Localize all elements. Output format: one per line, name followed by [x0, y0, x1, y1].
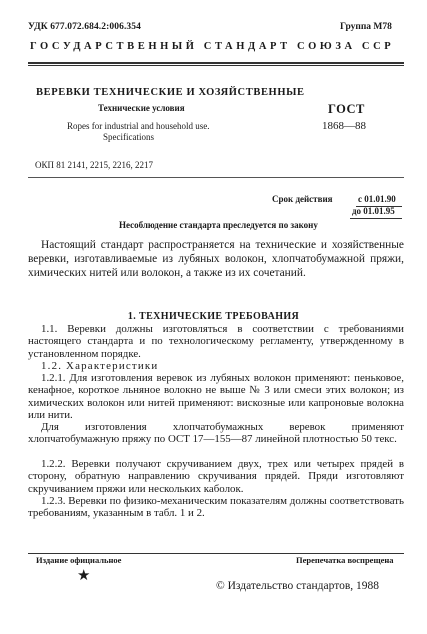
validity-label: Срок действия	[272, 194, 333, 204]
intro-paragraph: Настоящий стандарт распространяется на технические и хозяйственные веревки, изготавливаемые из лубяных волокон, хлопчатобумажной пряжи, химических нитей или волокон, а также из их сочетаний.	[28, 239, 404, 280]
english-title-line1: Ropes for industrial and household use.	[67, 121, 210, 131]
udk-code: УДК 677.072.684.2:006.354	[28, 22, 141, 32]
okp-codes: ОКП 81 2141, 2215, 2216, 2217	[35, 160, 154, 170]
reprint-prohibited-note: Перепечатка воспрещена	[296, 555, 394, 565]
paragraph-1-2-2: 1.2.2. Веревки получают скручиванием двух, трех или четырех прядей в сторону, обратную направлению скручивания прядей. Пряди изготовляют скручиванием пряжи или нескольких каболок.	[28, 458, 404, 495]
copyright-line: © Издательство стандартов, 1988	[216, 580, 380, 592]
validity-to-underline	[350, 218, 402, 219]
gost-number: 1868—88	[322, 120, 366, 132]
english-title-line2: Specifications	[103, 132, 154, 142]
paragraph-1-1: 1.1. Веревки должны изготовляться в соответствии с требованиями настоящего стандарта и по технологическому регламенту, утвержденному в установленном порядке.	[28, 323, 404, 360]
section-heading: 1. ТЕХНИЧЕСКИЕ ТРЕБОВАНИЯ	[127, 311, 300, 322]
header-rule-thick	[28, 62, 404, 64]
paragraph-1-2-3: 1.2.3. Веревки по физико-механическим показателям должны соответствовать требованиям, указанным в табл. 1 и 2.	[28, 495, 404, 520]
validity-from: с 01.01.90	[358, 194, 396, 204]
state-standard-band: ГОСУДАРСТВЕННЫЙ СТАНДАРТ СОЮЗА ССР	[30, 41, 395, 52]
paragraph-1-2-1: 1.2.1. Для изготовления веревок из лубяных волокон применяют: пеньковое, кенафное, короткое льняное волокно не выше № 3 или смеси этих волокон; из химических волокон или нитей применяют: вискозные или капроновые волокна или нити.	[28, 372, 404, 422]
footer-rule	[28, 553, 404, 554]
paragraph-1-2: 1.2. Характеристики	[41, 360, 159, 372]
header-rule-thin	[28, 65, 404, 66]
document-title: ВЕРЕВКИ ТЕХНИЧЕСКИЕ И ХОЗЯЙСТВЕННЫЕ	[36, 87, 305, 98]
validity-to: до 01.01.95	[352, 206, 395, 216]
legal-notice: Несоблюдение стандарта преследуется по закону	[119, 220, 318, 230]
paragraph-cotton: Для изготовления хлопчатобумажных веревок применяют хлопчатобумажную пряжу по ОСТ 17—155—87 линейной плотностью 50 текс.	[28, 421, 404, 446]
document-subtitle: Технические условия	[98, 103, 185, 113]
gost-label: ГОСТ	[328, 102, 365, 116]
star-icon: ★	[77, 568, 91, 584]
official-edition-note: Издание официальное	[36, 555, 122, 565]
section-rule	[28, 177, 404, 178]
group-code: Группа М78	[340, 22, 392, 32]
